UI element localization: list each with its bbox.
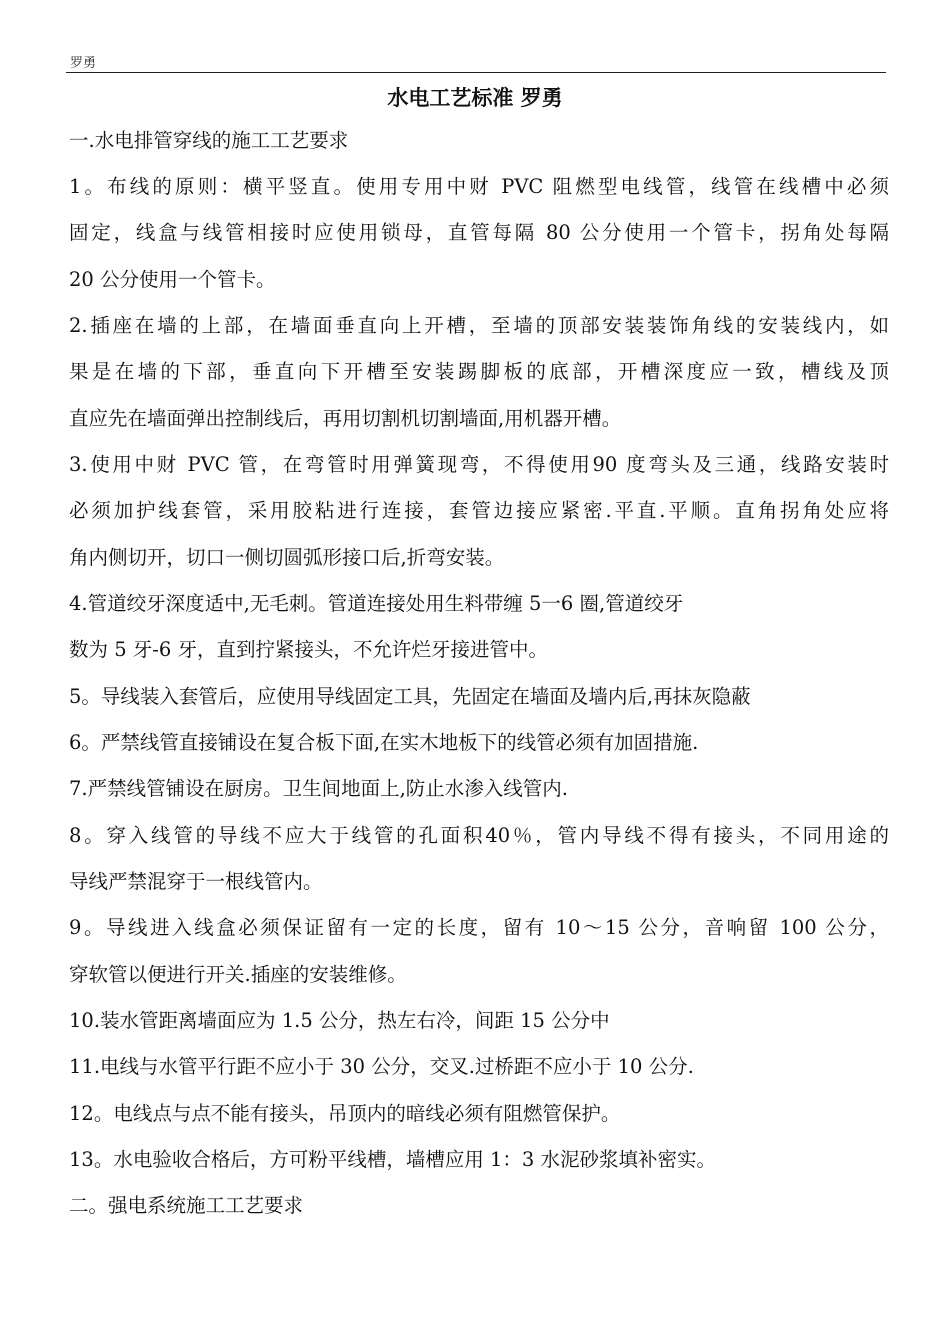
text-line: 直应先在墙面弹出控制线后，再用切割机切割墙面,用机器开槽。 xyxy=(69,407,622,430)
text-line: 数为 5 牙-6 牙，直到拧紧接头，不允许烂牙接进管中。 xyxy=(69,638,548,661)
text-line: 12。电线点与点不能有接头，吊顶内的暗线必须有阻燃管保护。 xyxy=(69,1102,621,1125)
header-rule xyxy=(66,72,886,73)
text-line: 3.使用中财 PVC 管，在弯管时用弹簧现弯，不得使用90 度弯头及三通，线路安装时 xyxy=(69,453,889,476)
text-line: 必须加护线套管，采用胶粘进行连接，套管边接应紧密.平直.平顺。直角拐角处应将 xyxy=(69,499,889,522)
text-line: 7.严禁线管铺设在厨房。卫生间地面上,防止水渗入线管内. xyxy=(69,777,569,800)
text-line: 果是在墙的下部，垂直向下开槽至安装踢脚板的底部，开槽深度应一致，槽线及顶 xyxy=(69,360,889,383)
text-line: 角内侧切开，切口一侧切圆弧形接口后,折弯安装。 xyxy=(69,546,505,569)
text-line: 8。穿入线管的导线不应大于线管的孔面积40％，管内导线不得有接头，不同用途的 xyxy=(69,824,889,847)
text-line: 固定，线盒与线管相接时应使用锁母，直管每隔 80 公分使用一个管卡，拐角处每隔 xyxy=(69,221,889,244)
text-line: 10.装水管距离墙面应为 1.5 公分，热左右冷，间距 15 公分中 xyxy=(69,1009,610,1032)
document-title: 水电工艺标准 罗勇 xyxy=(387,86,563,110)
text-line: 穿软管以便进行开关.插座的安装维修。 xyxy=(69,963,407,986)
text-line: 2.插座在墙的上部，在墙面垂直向上开槽，至墙的顶部安装装饰角线的安装线内，如 xyxy=(69,314,889,337)
section-heading: 二。强电系统施工工艺要求 xyxy=(69,1194,304,1217)
text-line: 6。严禁线管直接铺设在复合板下面,在实木地板下的线管必须有加固措施. xyxy=(69,731,699,754)
text-line: 13。水电验收合格后，方可粉平线槽，墙槽应用 1：3 水泥砂浆填补密实。 xyxy=(69,1148,717,1171)
text-line: 5。导线装入套管后，应使用导线固定工具，先固定在墙面及墙内后,再抹灰隐蔽 xyxy=(69,685,751,708)
text-line: 9。导线进入线盒必须保证留有一定的长度，留有 10～15 公分，音响留 100 公分， xyxy=(69,916,889,939)
page-header-author: 罗勇 xyxy=(70,56,97,71)
text-line: 11.电线与水管平行距不应小于 30 公分，交叉.过桥距不应小于 10 公分. xyxy=(69,1055,694,1078)
text-line: 导线严禁混穿于一根线管内。 xyxy=(69,870,323,893)
text-line: 20 公分使用一个管卡。 xyxy=(69,268,276,291)
text-line: 1。布线的原则：横平竖直。使用专用中财 PVC 阻燃型电线管，线管在线槽中必须 xyxy=(69,175,889,198)
text-line: 4.管道绞牙深度适中,无毛刺。管道连接处用生料带缠 5一6 圈,管道绞牙 xyxy=(69,592,684,615)
section-heading: 一.水电排管穿线的施工工艺要求 xyxy=(69,129,349,152)
